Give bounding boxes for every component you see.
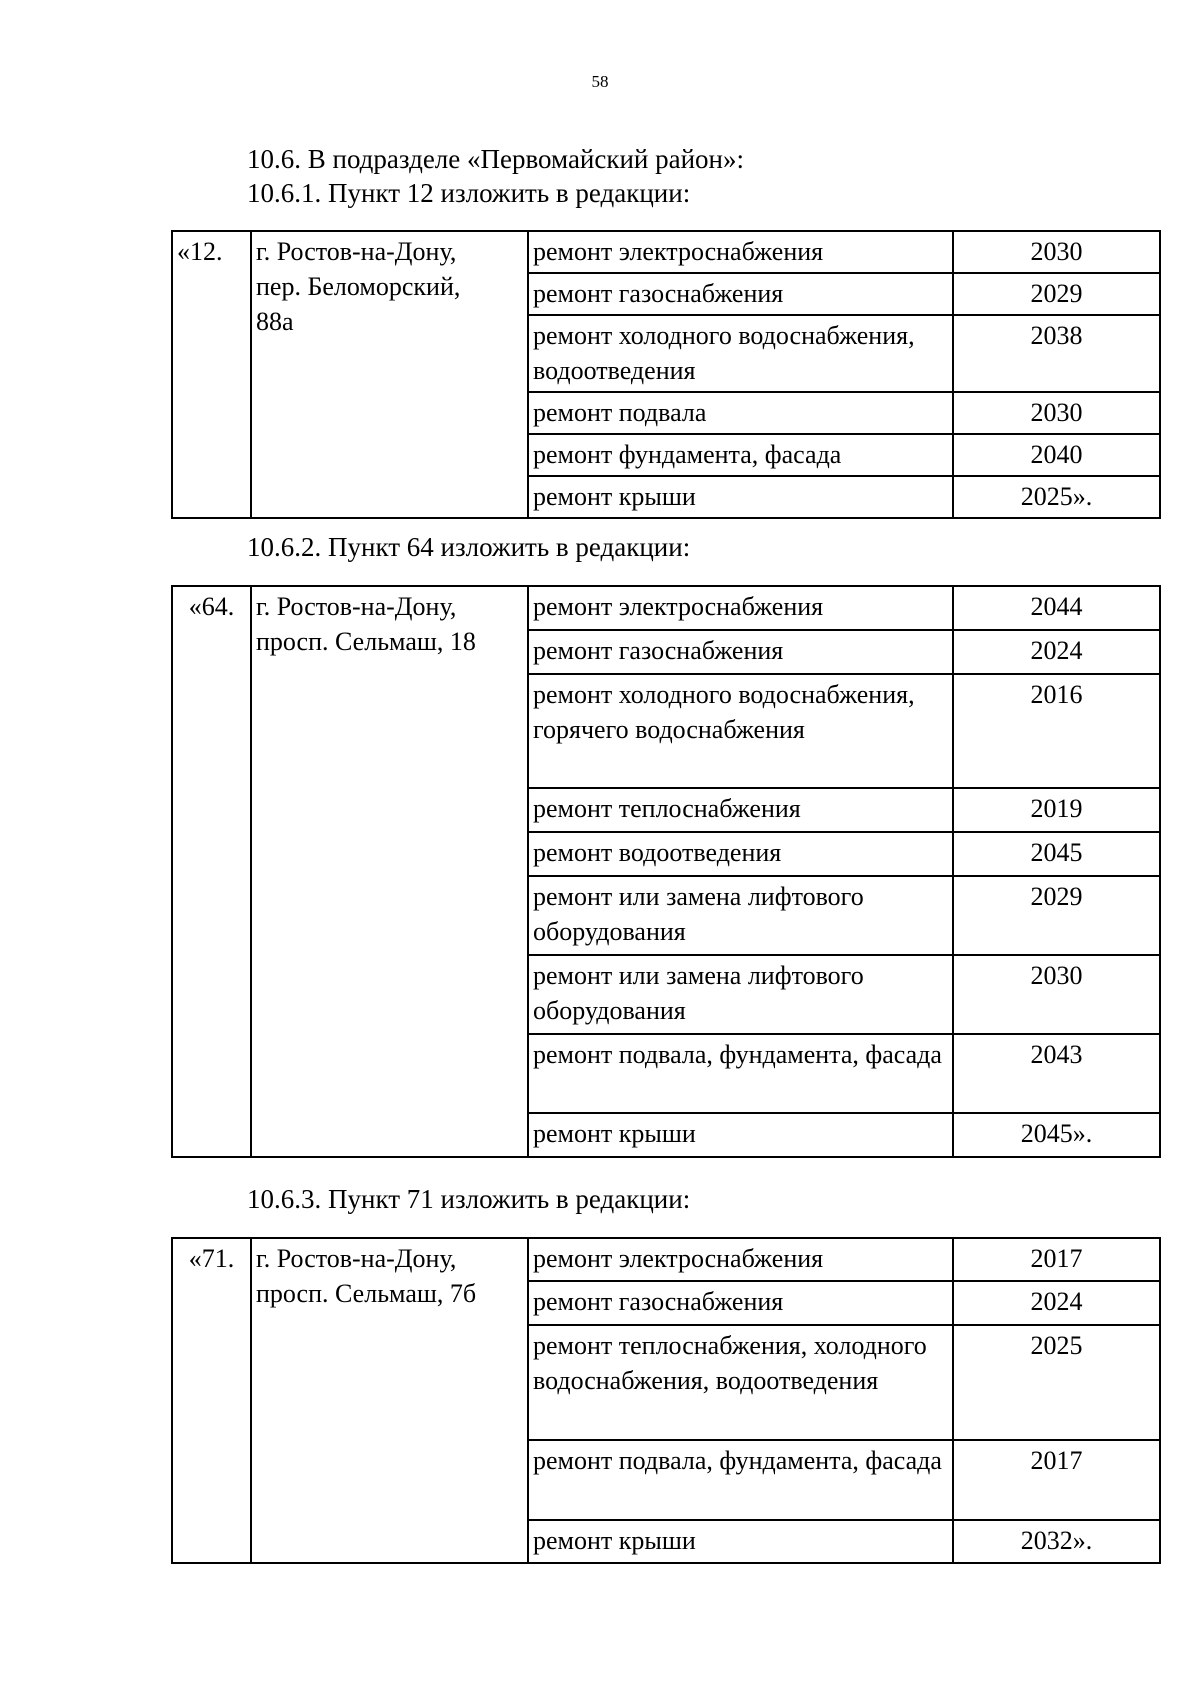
- address-line: г. Ростов-на-Дону,: [256, 592, 457, 621]
- work-cell: ремонт электроснабжения: [528, 586, 953, 630]
- work-cell: ремонт подвала: [528, 392, 953, 434]
- table-row: [172, 231, 1160, 273]
- work-cell: ремонт или замена лифтового оборудования: [528, 876, 953, 955]
- year-cell: 2024: [953, 630, 1160, 674]
- work-cell: ремонт подвала, фундамента, фасада: [528, 1440, 953, 1520]
- work-cell: ремонт электроснабжения: [528, 1238, 953, 1281]
- year-cell: 2016: [953, 674, 1160, 788]
- work-cell: ремонт теплоснабжения, холодного водоснабжения, водоотведения: [528, 1325, 953, 1440]
- table-item-64: [171, 585, 1161, 1158]
- year-cell: 2044: [953, 586, 1160, 630]
- year-cell: 2040: [953, 434, 1160, 476]
- work-cell: ремонт газоснабжения: [528, 630, 953, 674]
- year-cell: 2029: [953, 876, 1160, 955]
- year-cell: 2045: [953, 832, 1160, 876]
- work-cell: ремонт газоснабжения: [528, 273, 953, 315]
- year-cell: 2029: [953, 273, 1160, 315]
- table-item-71: [171, 1237, 1161, 1564]
- year-cell: 2024: [953, 1281, 1160, 1325]
- item-number: «71.: [172, 1238, 251, 1563]
- page-number: 58: [591, 72, 609, 91]
- year-cell: 2032».: [953, 1520, 1160, 1563]
- address-line: г. Ростов-на-Дону,: [256, 237, 457, 266]
- year-cell: 2025».: [953, 476, 1160, 518]
- heading-item-71: 10.6.3. Пункт 71 изложить в редакции:: [247, 1184, 691, 1214]
- work-cell: ремонт подвала, фундамента, фасада: [528, 1034, 953, 1113]
- work-cell: ремонт водоотведения: [528, 832, 953, 876]
- work-cell: ремонт теплоснабжения: [528, 788, 953, 832]
- address-line: г. Ростов-на-Дону,: [256, 1244, 457, 1273]
- work-cell: ремонт холодного водоснабжения, водоотведения: [528, 315, 953, 392]
- work-cell: ремонт электроснабжения: [528, 231, 953, 273]
- work-cell: ремонт крыши: [528, 1113, 953, 1157]
- work-cell: ремонт крыши: [528, 476, 953, 518]
- year-cell: 2043: [953, 1034, 1160, 1113]
- item-number: «64.: [172, 586, 251, 1157]
- work-cell: ремонт или замена лифтового оборудования: [528, 955, 953, 1034]
- heading-item-64: 10.6.2. Пункт 64 изложить в редакции:: [247, 532, 691, 562]
- address-line: пер. Беломорский,: [256, 272, 461, 301]
- address-cell: [251, 586, 528, 1157]
- work-cell: ремонт фундамента, фасада: [528, 434, 953, 476]
- year-cell: 2038: [953, 315, 1160, 392]
- year-cell: 2017: [953, 1440, 1160, 1520]
- table-row: [172, 586, 1160, 630]
- year-cell: 2030: [953, 392, 1160, 434]
- year-cell: 2030: [953, 955, 1160, 1034]
- table-item-12: [171, 230, 1161, 519]
- year-cell: 2045».: [953, 1113, 1160, 1157]
- address-cell: [251, 231, 528, 518]
- heading-item-12: 10.6.1. Пункт 12 изложить в редакции:: [247, 178, 691, 208]
- heading-subsection: 10.6. В подразделе «Первомайский район»:: [247, 144, 745, 174]
- address-cell: [251, 1238, 528, 1563]
- address-line: просп. Сельмаш, 18: [256, 627, 476, 656]
- address-line: 88а: [256, 307, 294, 336]
- table-row: [172, 1238, 1160, 1281]
- work-cell: ремонт крыши: [528, 1520, 953, 1563]
- year-cell: 2025: [953, 1325, 1160, 1440]
- item-number: «12.: [172, 231, 251, 518]
- year-cell: 2017: [953, 1238, 1160, 1281]
- address-line: просп. Сельмаш, 7б: [256, 1279, 477, 1308]
- work-cell: ремонт газоснабжения: [528, 1281, 953, 1325]
- work-cell: ремонт холодного водоснабжения, горячего водоснабжения: [528, 674, 953, 788]
- year-cell: 2019: [953, 788, 1160, 832]
- year-cell: 2030: [953, 231, 1160, 273]
